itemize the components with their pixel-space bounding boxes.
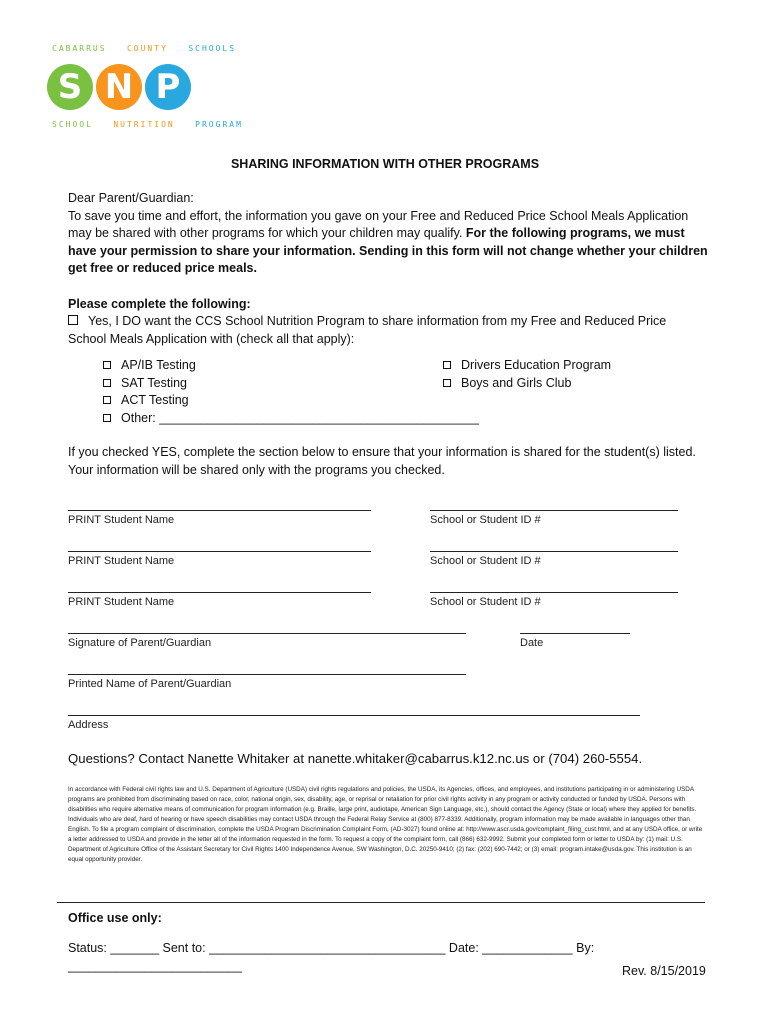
signature-line[interactable] [68, 633, 466, 634]
student-id-line-1[interactable] [430, 510, 678, 511]
checkbox[interactable] [103, 396, 111, 404]
logo-p-circle: P [145, 64, 191, 110]
divider [57, 902, 705, 903]
printed-name-line[interactable] [68, 674, 466, 675]
logo-bottom-text: SCHOOL NUTRITION PROGRAM [52, 120, 243, 129]
address-label: Address [68, 719, 109, 731]
complete-heading: Please complete the following: [68, 297, 251, 311]
intro-paragraph [68, 208, 708, 278]
student-id-line-3[interactable] [430, 592, 678, 593]
student-name-label: PRINT Student Name [68, 555, 175, 567]
signature-label: Signature of Parent/Guardian [68, 637, 212, 649]
checkbox[interactable] [103, 379, 111, 387]
page-title: SHARING INFORMATION WITH OTHER PROGRAMS [230, 157, 540, 171]
checkbox[interactable] [443, 379, 451, 387]
checkbox[interactable] [103, 361, 111, 369]
program-sat[interactable]: SAT Testing [103, 375, 479, 393]
contact-info: Questions? Contact Nanette Whitaker at nanette.whitaker@cabarrus.k12.nc.us or (704) 260-5554. [68, 751, 643, 766]
program-act[interactable]: ACT Testing [103, 392, 479, 410]
greeting: Dear Parent/Guardian: [68, 191, 194, 205]
logo-top-text: CABARRUS COUNTY SCHOOLS [52, 44, 237, 53]
programs-right [443, 357, 611, 392]
intro-bold: For the following programs, we must have your permission to share your information. Sending in this form will not change whether your children get free or reduced price meals. [68, 226, 708, 275]
student-id-line-2[interactable] [430, 551, 678, 552]
intro [68, 190, 708, 278]
checkbox[interactable] [443, 361, 451, 369]
nondiscrimination-statement: In accordance with Federal civil rights law and U.S. Department of Agriculture (USDA) civil rights regulations and policies, the USDA, its Agencies, offices, and employees, and institutions participating in or administering USDA programs are prohibited from discriminating based on race, color, national origin, sex, disability, age, or reprisal or retaliation for prior civil rights activity in any program or activity conducted or funded by USDA. Persons with disabilities who require alternative means of communication for program information (e.g. Braille, large print, audiotape, American Sign Language, etc.), should contact the Agency (State or local) where they applied for benefits. Individuals who are deaf, hard of hearing or have speech disabilities may contact USDA through the Federal Relay Service at (800) 877-8339. Additionally, program information may be made available in languages other than English. To file a program complaint of discrimination, complete the USDA Program Discrimination Complaint Form, (AD-3027) found online at: http://www.ascr.usda.gov/complaint_filing_cust.html, and at any USDA office, or write a letter addressed to USDA and provide in the letter all of the information requested in the form. To request a copy of the complaint form, call (866) 632-9992. Submit your completed form or letter to USDA by: (1) mail: U.S. Department of Agriculture Office of the Assistant Secretary for Civil Rights 1400 Independence Avenue, SW Washington, D.C. 20250-9410; (2) fax: (202) 690-7442; or (3) email: program.intake@usda.gov. This institution is an equal opportunity provider. [68, 786, 703, 863]
revision-date: Rev. 8/15/2019 [622, 964, 706, 978]
student-name-label: PRINT Student Name [68, 596, 175, 608]
yes-checkbox[interactable] [68, 315, 78, 325]
intro-plain: To save you time and effort, the information you gave on your Free and Reduced Price School Meals Application may be shared with other programs for which your children may qualify. [68, 208, 689, 240]
date-label: Date [520, 637, 544, 649]
office-use-heading: Office use only: [68, 911, 162, 925]
student-id-label: School or Student ID # [430, 596, 541, 608]
printed-name-label: Printed Name of Parent/Guardian [68, 678, 232, 690]
yes-option[interactable] [68, 313, 698, 348]
student-name-line-1[interactable] [68, 510, 371, 511]
student-id-label: School or Student ID # [430, 555, 541, 567]
date-line[interactable] [520, 633, 630, 634]
logo-n-circle: N [96, 64, 142, 110]
logo-s-circle: S [47, 64, 93, 110]
yes-instructions: If you checked YES, complete the section below to ensure that your information is shared for the student(s) listed. Your information will be shared only with the programs you checked. [68, 445, 696, 477]
student-name-label: PRINT Student Name [68, 514, 175, 526]
student-name-line-2[interactable] [68, 551, 371, 552]
office-use-fields: Status: _______ Sent to: __________________________________ Date: _____________ By: _________________________ [68, 941, 595, 973]
checkbox[interactable] [103, 414, 111, 422]
programs-left [103, 357, 479, 427]
program-drivers-ed[interactable]: Drivers Education Program [443, 357, 611, 375]
student-id-label: School or Student ID # [430, 514, 541, 526]
program-apib[interactable]: AP/IB Testing [103, 357, 479, 375]
student-name-line-3[interactable] [68, 592, 371, 593]
program-boys-girls-club[interactable]: Boys and Girls Club [443, 375, 611, 393]
program-other[interactable]: Other: ______________________________________________ [103, 410, 479, 428]
yes-option-label: Yes, I DO want the CCS School Nutrition Program to share information from my Free and Reduced Price School Meals Application with (check all that apply): [68, 314, 667, 346]
address-line[interactable] [68, 715, 640, 716]
